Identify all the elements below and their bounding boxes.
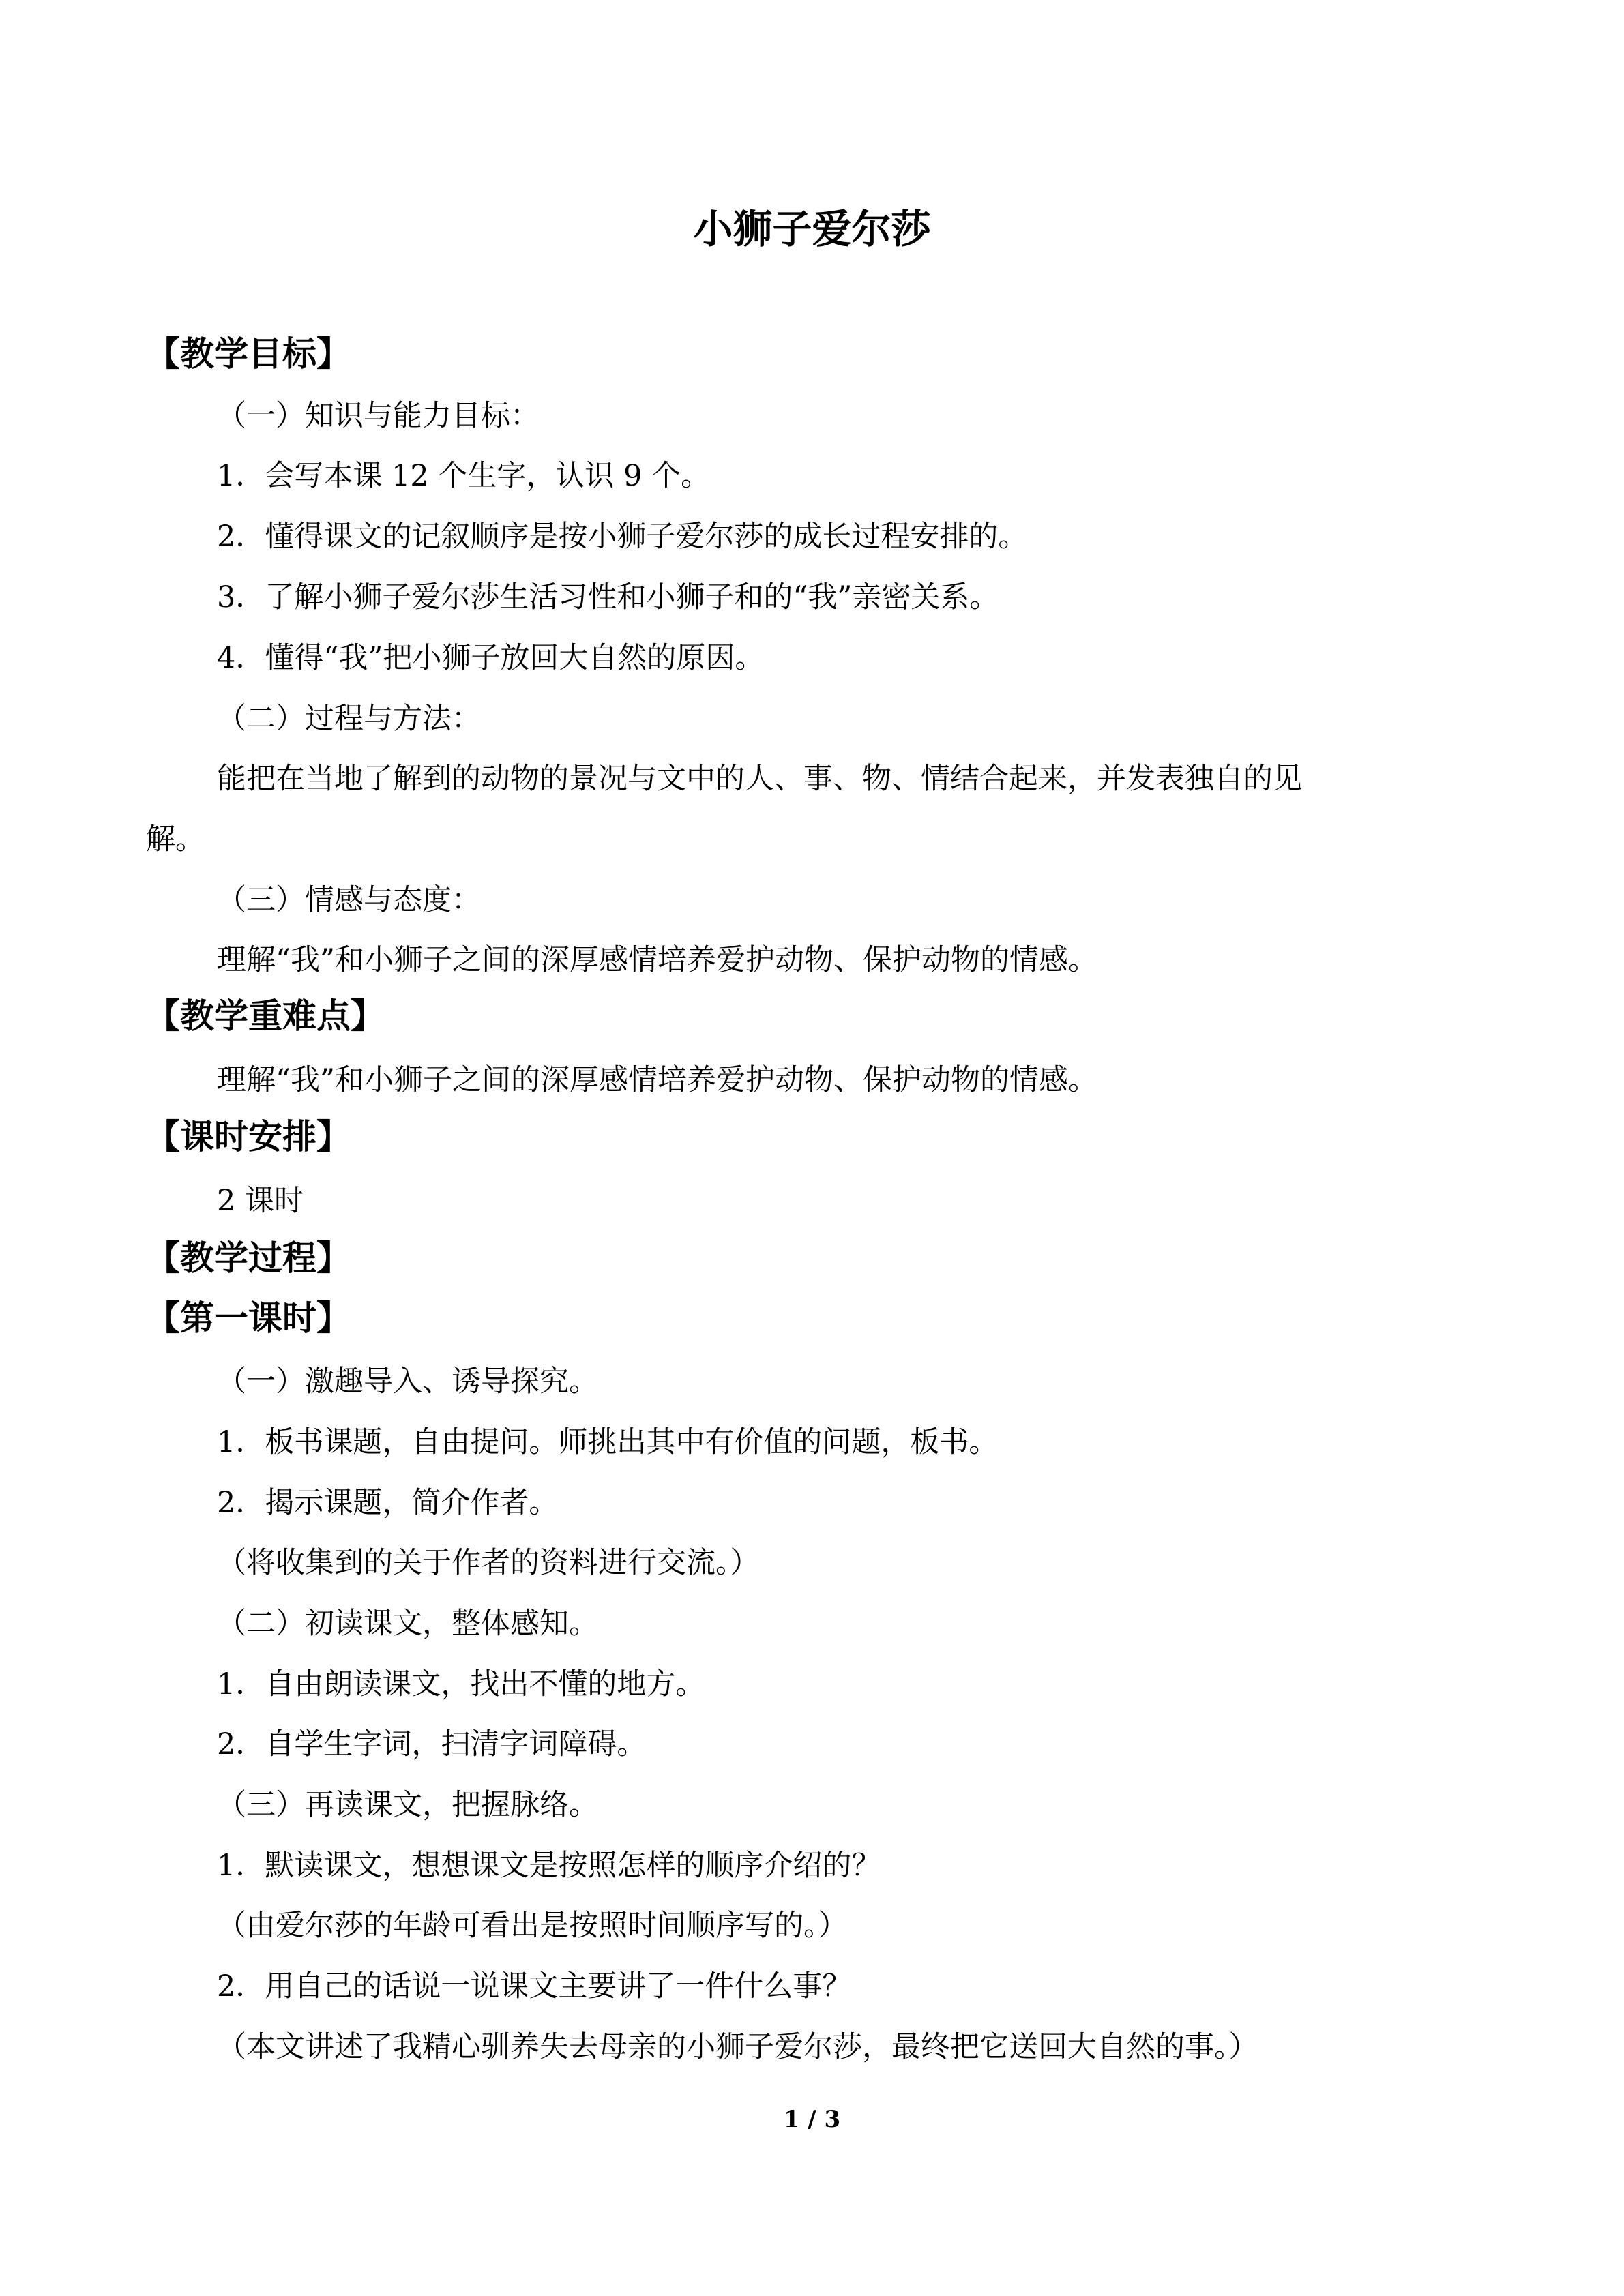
section-heading-lesson-one: 【第一课时】: [146, 1298, 351, 1338]
lesson-one-line: （本文讲述了我精心驯养失去母亲的小狮子爱尔莎，最终把它送回大自然的事。）: [217, 2030, 1258, 2064]
objectives-line: 3．了解小狮子爱尔莎生活习性和小狮子和的“我”亲密关系。: [217, 580, 999, 614]
lesson-one-line: 1．默读课文，想想课文是按照怎样的顺序介绍的？: [217, 1849, 881, 1883]
objectives-line: （三）情感与态度：: [217, 883, 481, 917]
section-heading-process: 【教学过程】: [146, 1238, 351, 1278]
lesson-one-line: （一）激趣导入、诱导探究。: [217, 1365, 598, 1399]
key-points-line: 理解“我”和小狮子之间的深厚感情培养爱护动物、保护动物的情感。: [217, 1063, 1097, 1097]
lesson-one-line: （由爱尔莎的年龄可看出是按照时间顺序写的。）: [217, 1909, 848, 1943]
objectives-line: （一）知识与能力目标：: [217, 399, 540, 433]
lesson-one-line: 2．用自己的话说一说课文主要讲了一件什么事？: [217, 1969, 852, 2003]
page-number: 1 / 3: [783, 2106, 841, 2133]
section-heading-key-points: 【教学重难点】: [146, 996, 385, 1036]
objectives-line: 解。: [146, 822, 205, 856]
lesson-one-line: 1．板书课题，自由提问。师挑出其中有价值的问题，板书。: [217, 1425, 999, 1459]
lesson-one-line: （将收集到的关于作者的资料进行交流。）: [217, 1546, 760, 1580]
schedule-line: 2 课时: [217, 1184, 304, 1218]
section-heading-schedule: 【课时安排】: [146, 1116, 351, 1157]
objectives-line: 能把在当地了解到的动物的景况与文中的人、事、物、情结合起来，并发表独自的见: [217, 762, 1302, 796]
lesson-one-line: 2．自学生字词，扫清字词障碍。: [217, 1727, 647, 1761]
lesson-one-line: 1．自由朗读课文，找出不懂的地方。: [217, 1667, 705, 1701]
objectives-line: 2．懂得课文的记叙顺序是按小狮子爱尔莎的成长过程安排的。: [217, 520, 1028, 554]
objectives-line: 理解“我”和小狮子之间的深厚感情培养爱护动物、保护动物的情感。: [217, 943, 1097, 977]
lesson-one-line: （三）再读课文，把握脉络。: [217, 1788, 598, 1822]
objectives-line: 1．会写本课 12 个生字，认识 9 个。: [217, 459, 711, 493]
objectives-line: 4．懂得“我”把小狮子放回大自然的原因。: [217, 641, 765, 675]
lesson-one-line: （二）初读课文，整体感知。: [217, 1607, 598, 1641]
section-heading-objectives: 【教学目标】: [146, 333, 351, 374]
page-title: 小狮子爱尔莎: [693, 206, 931, 252]
lesson-one-line: 2．揭示课题，简介作者。: [217, 1486, 559, 1520]
objectives-line: （二）过程与方法：: [217, 702, 481, 736]
